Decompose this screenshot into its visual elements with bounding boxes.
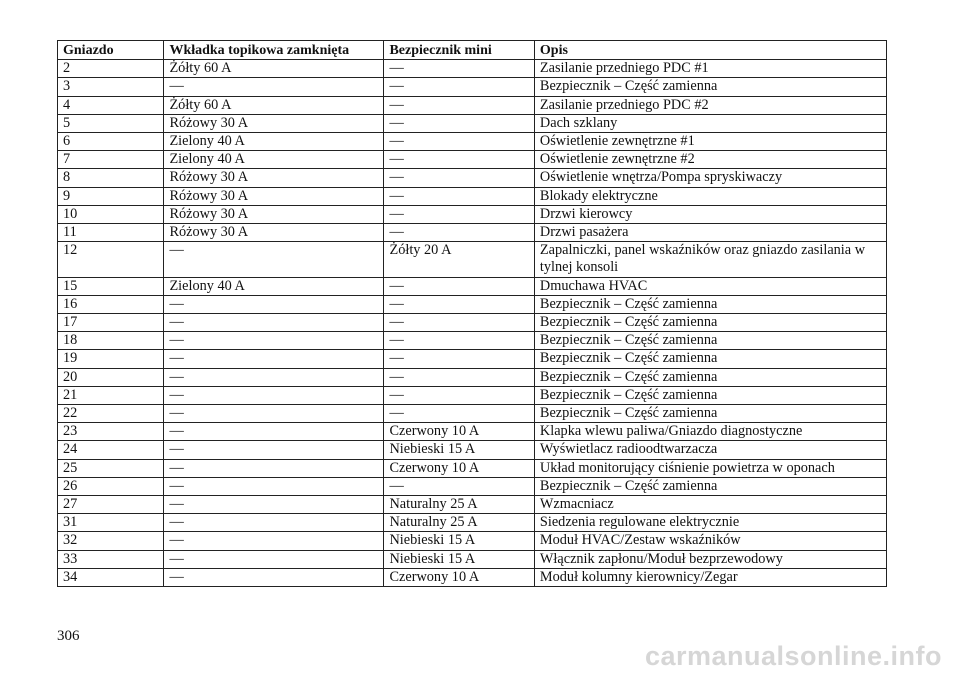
table-row <box>58 277 887 295</box>
table-row <box>58 514 887 532</box>
table-row <box>58 550 887 568</box>
cell-cartridge-fuse: — <box>164 423 384 441</box>
cell-description: Bezpiecznik – Część zamienna <box>534 477 886 495</box>
cell-description: Dmuchawa HVAC <box>534 277 886 295</box>
page-number: 306 <box>57 628 80 644</box>
cell-mini-fuse: — <box>384 386 534 404</box>
table-row <box>58 532 887 550</box>
table-header <box>58 41 887 60</box>
header-mini-fuse: Bezpiecznik mini <box>384 41 534 60</box>
cell-cartridge-fuse: — <box>164 568 384 586</box>
watermark: carmanualsonline.info <box>644 641 942 671</box>
cell-description: Bezpiecznik – Część zamienna <box>534 314 886 332</box>
cell-mini-fuse: — <box>384 405 534 423</box>
cell-cartridge-fuse: — <box>164 350 384 368</box>
cell-cartridge-fuse: — <box>164 514 384 532</box>
table-row <box>58 568 887 586</box>
table-row <box>58 295 887 313</box>
cell-cartridge-fuse: — <box>164 550 384 568</box>
cell-description: Wzmacniacz <box>534 496 886 514</box>
cell-cavity: 10 <box>58 205 164 223</box>
cell-cavity: 2 <box>58 60 164 78</box>
cell-mini-fuse: — <box>384 60 534 78</box>
cell-mini-fuse: Naturalny 25 A <box>384 514 534 532</box>
cell-cartridge-fuse: Zielony 40 A <box>164 151 384 169</box>
cell-cartridge-fuse: — <box>164 314 384 332</box>
table-row <box>58 114 887 132</box>
table-row <box>58 405 887 423</box>
fuse-table <box>57 40 887 587</box>
cell-mini-fuse: Czerwony 10 A <box>384 568 534 586</box>
table-row <box>58 477 887 495</box>
cell-mini-fuse: Czerwony 10 A <box>384 423 534 441</box>
cell-cartridge-fuse: Zielony 40 A <box>164 277 384 295</box>
header-cartridge-fuse: Wkładka topikowa zamknięta <box>164 41 384 60</box>
cell-cartridge-fuse: — <box>164 459 384 477</box>
table-row <box>58 314 887 332</box>
cell-mini-fuse: — <box>384 169 534 187</box>
cell-cavity: 11 <box>58 224 164 242</box>
table-row <box>58 459 887 477</box>
cell-cartridge-fuse: — <box>164 405 384 423</box>
cell-cavity: 21 <box>58 386 164 404</box>
cell-cartridge-fuse: Różowy 30 A <box>164 114 384 132</box>
cell-mini-fuse: — <box>384 477 534 495</box>
cell-mini-fuse: — <box>384 332 534 350</box>
cell-mini-fuse: — <box>384 368 534 386</box>
cell-mini-fuse: — <box>384 224 534 242</box>
header-description: Opis <box>534 41 886 60</box>
cell-mini-fuse: Naturalny 25 A <box>384 496 534 514</box>
cell-cavity: 33 <box>58 550 164 568</box>
table-row <box>58 441 887 459</box>
table-body <box>58 60 887 587</box>
table-row <box>58 187 887 205</box>
table-row <box>58 60 887 78</box>
cell-cavity: 7 <box>58 151 164 169</box>
cell-mini-fuse: — <box>384 133 534 151</box>
cell-cavity: 23 <box>58 423 164 441</box>
cell-mini-fuse: — <box>384 78 534 96</box>
cell-mini-fuse: Niebieski 15 A <box>384 441 534 459</box>
cell-description: Bezpiecznik – Część zamienna <box>534 386 886 404</box>
cell-cartridge-fuse: — <box>164 477 384 495</box>
cell-description: Oświetlenie zewnętrzne #2 <box>534 151 886 169</box>
cell-description: Drzwi pasażera <box>534 224 886 242</box>
table-row <box>58 133 887 151</box>
cell-cavity: 18 <box>58 332 164 350</box>
cell-description: Bezpiecznik – Część zamienna <box>534 78 886 96</box>
cell-cavity: 9 <box>58 187 164 205</box>
cell-cartridge-fuse: — <box>164 368 384 386</box>
cell-cavity: 3 <box>58 78 164 96</box>
cell-cartridge-fuse: — <box>164 441 384 459</box>
table-row <box>58 496 887 514</box>
cell-cartridge-fuse: Różowy 30 A <box>164 224 384 242</box>
cell-mini-fuse: — <box>384 114 534 132</box>
cell-cavity: 26 <box>58 477 164 495</box>
cell-mini-fuse: — <box>384 314 534 332</box>
cell-description: Blokady elektryczne <box>534 187 886 205</box>
cell-description: Oświetlenie wnętrza/Pompa spryskiwaczy <box>534 169 886 187</box>
table-row <box>58 386 887 404</box>
cell-mini-fuse: Niebieski 15 A <box>384 550 534 568</box>
table-row <box>58 332 887 350</box>
table-row <box>58 242 887 277</box>
cell-cavity: 4 <box>58 96 164 114</box>
cell-description: Układ monitorujący ciśnienie powietrza w oponach <box>534 459 886 477</box>
cell-description: Drzwi kierowcy <box>534 205 886 223</box>
cell-cartridge-fuse: Zielony 40 A <box>164 133 384 151</box>
table-row <box>58 423 887 441</box>
cell-description: Bezpiecznik – Część zamienna <box>534 405 886 423</box>
cell-cavity: 34 <box>58 568 164 586</box>
cell-cartridge-fuse: Różowy 30 A <box>164 169 384 187</box>
cell-cavity: 15 <box>58 277 164 295</box>
cell-mini-fuse: — <box>384 151 534 169</box>
cell-description: Dach szklany <box>534 114 886 132</box>
cell-mini-fuse: Czerwony 10 A <box>384 459 534 477</box>
cell-mini-fuse: Żółty 20 A <box>384 242 534 277</box>
cell-cartridge-fuse: — <box>164 295 384 313</box>
cell-description: Wyświetlacz radioodtwarzacza <box>534 441 886 459</box>
cell-mini-fuse: Niebieski 15 A <box>384 532 534 550</box>
cell-description: Klapka wlewu paliwa/Gniazdo diagnostyczne <box>534 423 886 441</box>
cell-cavity: 22 <box>58 405 164 423</box>
header-cavity: Gniazdo <box>58 41 164 60</box>
cell-cartridge-fuse: — <box>164 242 384 277</box>
cell-mini-fuse: — <box>384 277 534 295</box>
cell-cavity: 20 <box>58 368 164 386</box>
cell-cavity: 12 <box>58 242 164 277</box>
cell-cartridge-fuse: — <box>164 78 384 96</box>
cell-cavity: 31 <box>58 514 164 532</box>
cell-description: Bezpiecznik – Część zamienna <box>534 368 886 386</box>
cell-mini-fuse: — <box>384 350 534 368</box>
cell-cavity: 16 <box>58 295 164 313</box>
cell-cartridge-fuse: Różowy 30 A <box>164 205 384 223</box>
cell-cavity: 17 <box>58 314 164 332</box>
header-row <box>58 41 887 60</box>
cell-description: Siedzenia regulowane elektrycznie <box>534 514 886 532</box>
cell-cavity: 6 <box>58 133 164 151</box>
cell-description: Bezpiecznik – Część zamienna <box>534 350 886 368</box>
cell-cartridge-fuse: Różowy 30 A <box>164 187 384 205</box>
cell-cartridge-fuse: — <box>164 332 384 350</box>
cell-mini-fuse: — <box>384 295 534 313</box>
cell-description: Oświetlenie zewnętrzne #1 <box>534 133 886 151</box>
cell-cavity: 27 <box>58 496 164 514</box>
cell-cavity: 5 <box>58 114 164 132</box>
cell-description: Moduł HVAC/Zestaw wskaźników <box>534 532 886 550</box>
cell-cavity: 8 <box>58 169 164 187</box>
cell-cartridge-fuse: Żółty 60 A <box>164 60 384 78</box>
cell-mini-fuse: — <box>384 187 534 205</box>
cell-description: Moduł kolumny kierownicy/Zegar <box>534 568 886 586</box>
table-row <box>58 151 887 169</box>
table-row <box>58 78 887 96</box>
cell-description: Bezpiecznik – Część zamienna <box>534 295 886 313</box>
cell-cartridge-fuse: — <box>164 386 384 404</box>
table-row <box>58 224 887 242</box>
cell-mini-fuse: — <box>384 96 534 114</box>
table-row <box>58 205 887 223</box>
cell-description: Włącznik zapłonu/Moduł bezprzewodowy <box>534 550 886 568</box>
cell-cavity: 32 <box>58 532 164 550</box>
cell-cavity: 24 <box>58 441 164 459</box>
cell-mini-fuse: — <box>384 205 534 223</box>
cell-cartridge-fuse: Żółty 60 A <box>164 96 384 114</box>
cell-description: Zasilanie przedniego PDC #1 <box>534 60 886 78</box>
cell-description: Zapalniczki, panel wskaźników oraz gniazdo zasilania w tylnej konsoli <box>534 242 886 277</box>
cell-description: Bezpiecznik – Część zamienna <box>534 332 886 350</box>
cell-description: Zasilanie przedniego PDC #2 <box>534 96 886 114</box>
table-row <box>58 350 887 368</box>
table-row <box>58 368 887 386</box>
cell-cavity: 25 <box>58 459 164 477</box>
cell-cartridge-fuse: — <box>164 532 384 550</box>
table-row <box>58 96 887 114</box>
cell-cartridge-fuse: — <box>164 496 384 514</box>
cell-cavity: 19 <box>58 350 164 368</box>
table-row <box>58 169 887 187</box>
